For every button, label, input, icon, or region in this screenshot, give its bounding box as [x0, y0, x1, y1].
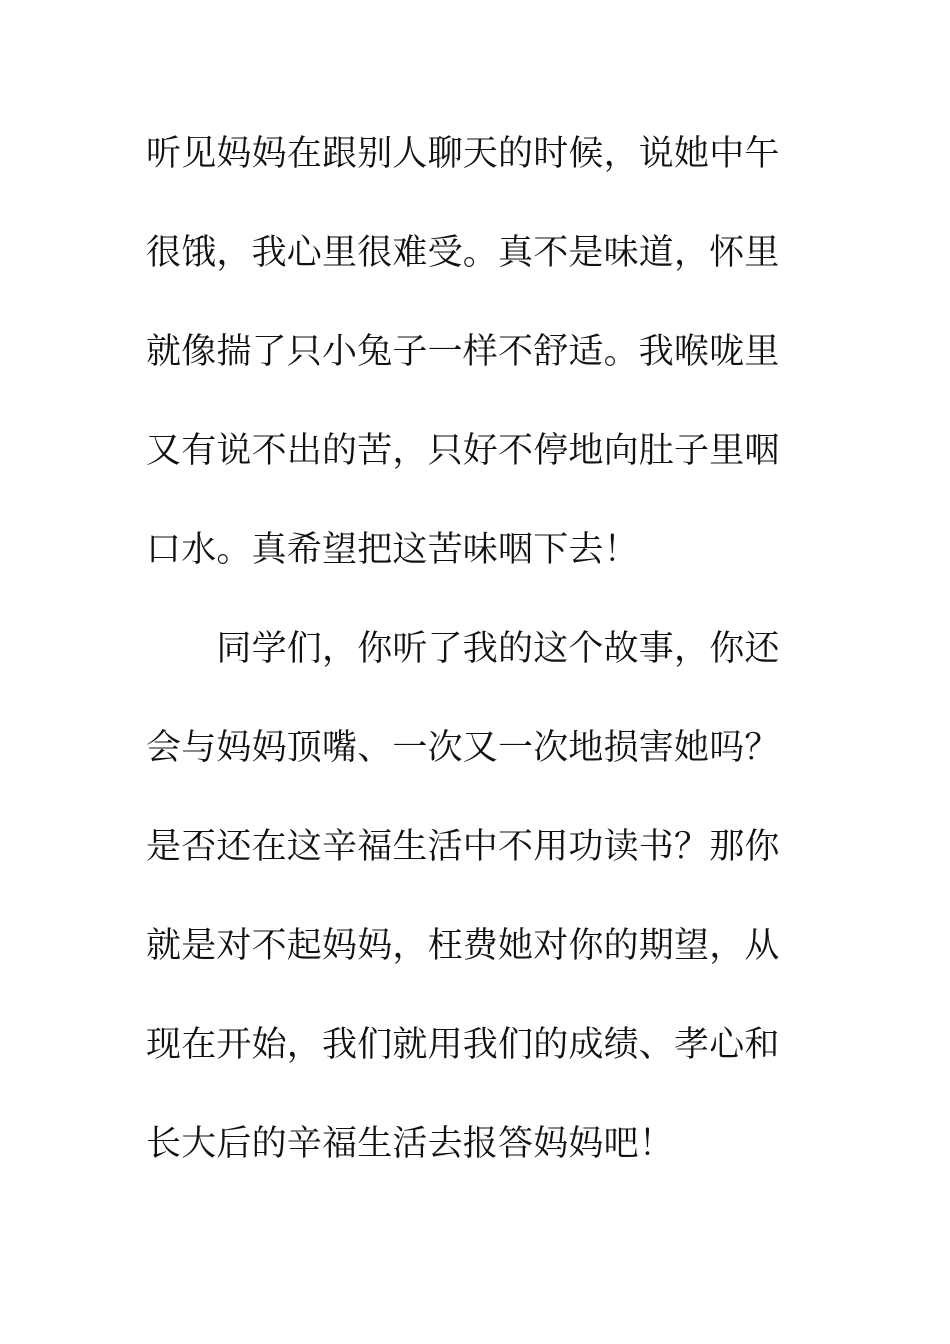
text-line: 就像揣了只小兔子一样不舒适。我喉咙里 [146, 332, 780, 372]
body-text [146, 124, 786, 1213]
text-line: 长大后的辛福生活去报答妈妈吧！ [146, 1124, 675, 1164]
text-line: 现在开始，我们就用我们的成绩、孝心和 [146, 1025, 780, 1065]
text-line: 就是对不起妈妈，枉费她对你的期望，从 [146, 926, 780, 966]
text-line: 是否还在这辛福生活中不用功读书？那你 [146, 827, 780, 867]
text-line: 很饿，我心里很难受。真不是味道，怀里 [146, 233, 780, 273]
text-line: 会与妈妈顶嘴、一次又一次地损害她吗？ [146, 728, 780, 768]
text-line: 又有说不出的苦，只好不停地向肚子里咽 [146, 431, 780, 471]
text-line: 同学们，你听了我的这个故事，你还 [146, 629, 780, 669]
text-line: 口水。真希望把这苦味咽下去！ [146, 530, 639, 570]
text-line: 听见妈妈在跟别人聊天的时候，说她中午 [146, 134, 780, 174]
